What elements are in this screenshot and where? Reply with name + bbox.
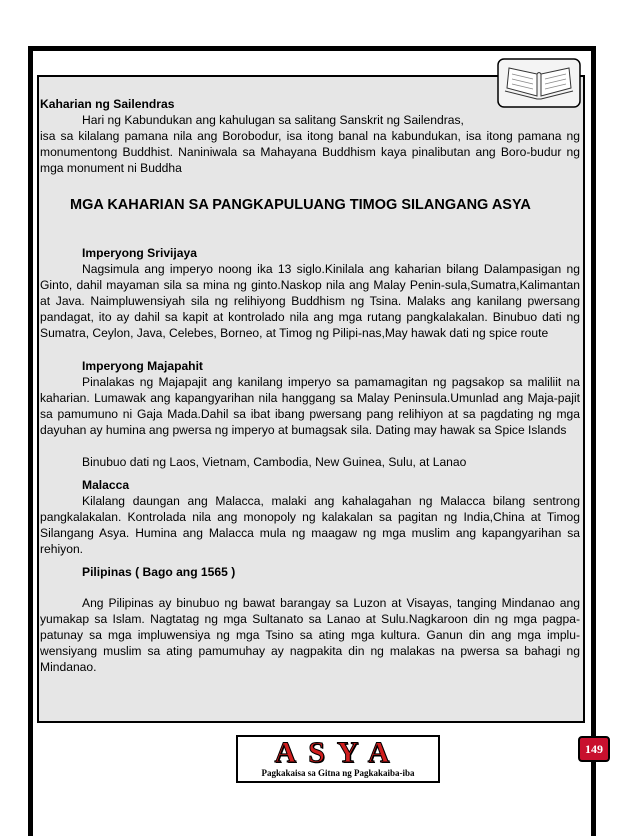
majapahit-extra: Binubuo dati ng Laos, Vietnam, Cambodia, New Guinea, Sulu, at Lanao bbox=[82, 455, 467, 469]
srivijaya-title: Imperyong Srivijaya bbox=[82, 246, 197, 260]
paragraph-sailendras: isa sa kilalang pamana nila ang Borobodur, isa itong banal na kabundukan, isa itong pamana ng monumentong Buddhist. Naniniwala sa Mahayana Buddhism kaya pinalibutan ang Boro-budur ng mga monument ni Buddha bbox=[40, 129, 580, 175]
paragraph-majapahit-extra bbox=[40, 454, 580, 470]
malacca-title: Malacca bbox=[82, 478, 130, 492]
pilipinas-body: Ang Pilipinas ay binubuo ng bawat barangay sa Luzon at Visayas, tanging Mindanao ang yumakap sa Islam. Nagtatag ng mga Sultanato sa Lanao at Sulu.Nagkaroon din ng mga pagpa-patunay sa mga impluwensiya ng mga Tsino sa ating mga kultura. Ganun din ang mga implu-wensiyang muslim sa ating pamumuhay ay nagpakita din ng malakas na pwersa sa bahagi ng Mindanao. bbox=[40, 596, 580, 674]
paragraph-majapahit bbox=[40, 374, 580, 438]
paragraph-sailendras-first-line bbox=[40, 112, 580, 128]
paragraph-srivijaya bbox=[40, 261, 580, 341]
majapahit-title: Imperyong Majapahit bbox=[82, 359, 203, 373]
section-title-malacca bbox=[40, 477, 580, 493]
srivijaya-body: Nagsimula ang imperyo noong ika 13 siglo.Kinilala ang kaharian bilang Dalampasigan ng Ginto, dahil mayaman sila sa mina ng ginto.Naskop nila ang Malay Penin-sula,Sumatra,Kalimantan at Java. Naimpluwensiyah sila ng relihiyong Buddhism ng Tsina. Malaks ang kanilang pwersang pandagat, ito ay dahil sa kapit at kontrolado nila ang mga rutang pangkalakalan. Binubuo dati ng Sumatra, Ceylon, Java, Celebes, Borneo, at Timog ng Pilipi-nas,May hawak dati ng spice route bbox=[40, 262, 580, 340]
section-title-sailendras: Kaharian ng Sailendras bbox=[40, 97, 175, 111]
paragraph-malacca bbox=[40, 493, 580, 557]
main-heading: MGA KAHARIAN SA PANGKAPULUANG TIMOG SILANGANG ASYA bbox=[70, 197, 531, 213]
pilipinas-title: Pilipinas ( Bago ang 1565 ) bbox=[82, 565, 236, 579]
section-title-pilipinas bbox=[40, 564, 580, 580]
majapahit-body: Pinalakas ng Majapajit ang kanilang imperyo sa pamamagitan ng pagsakop sa maliliit na kaharian. Lumawak ang kapangyarihan nila hanggang sa Malay Peninsula.Umunlad ang Maja-pajit sa pamumuno ni Gaja Mada.Dahil sa ibat ibang pwersang pang relihiyon at sa pagdating ng mga dayuhan ay humina ang pwersa ng imperyo at bumagsak sila. Dating may hawak sa Spice Islands bbox=[40, 375, 580, 437]
page-number-badge: 149 bbox=[578, 736, 610, 762]
sailendras-line1: Hari ng Kabundukan ang kahulugan sa salitang Sanskrit ng Sailendras, bbox=[82, 113, 464, 127]
paragraph-pilipinas bbox=[40, 595, 580, 675]
asya-banner-logo bbox=[236, 735, 440, 783]
malacca-body: Kilalang daungan ang Malacca, malaki ang kahalagahan ng Malacca bilang sentrong pangkalakalan. Kontrolada nila ang monopoly ng kalakalan sa pagitan ng India,China at Timog Silangang Asya. Humina ang Malacca mula ng maagaw ng mga muslim ang kapangyarihan sa rehiyon. bbox=[40, 494, 580, 556]
banner-subtitle: Pagkakaisa sa Gitna ng Pagkakaiba-iba bbox=[261, 768, 415, 778]
banner-title: ASYA bbox=[274, 736, 402, 769]
section-title-srivijaya bbox=[40, 245, 580, 261]
section-title-majapahit bbox=[40, 358, 580, 374]
